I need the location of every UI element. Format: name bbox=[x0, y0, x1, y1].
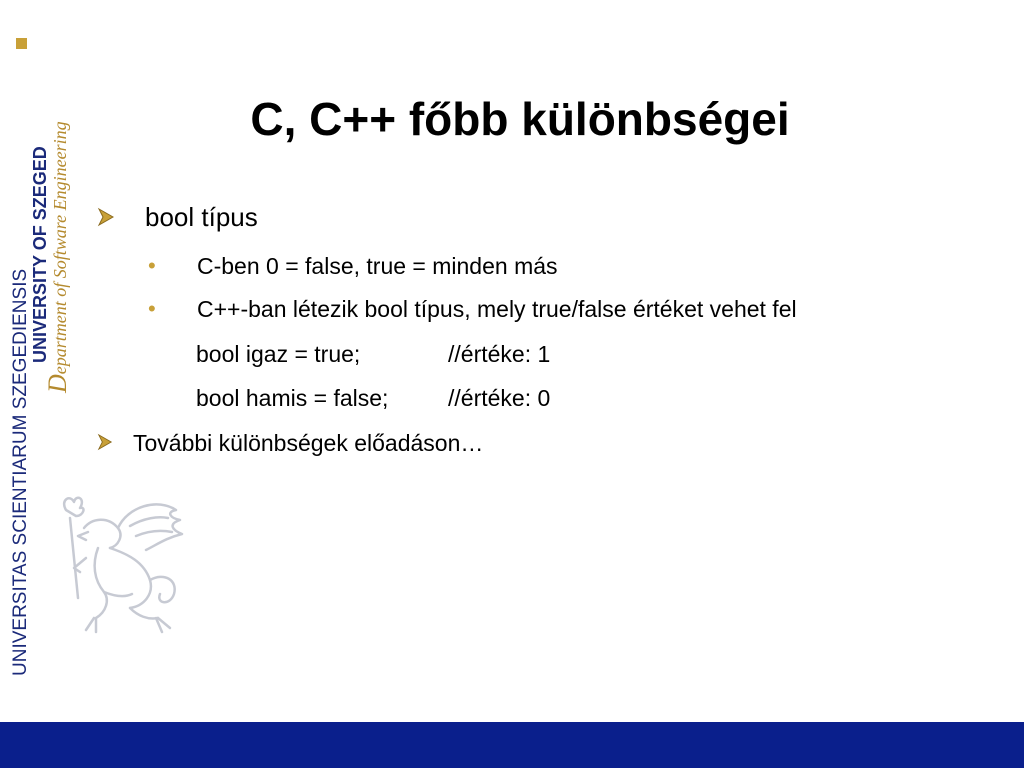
dot-bullet: • bbox=[148, 296, 156, 321]
sub-bullet-2-text: C++-ban létezik bool típus, mely true/false értéket vehet fel bbox=[197, 296, 797, 322]
arrow-bullet-icon bbox=[97, 207, 115, 227]
latin-university-name: UNIVERSITAS SCIENTIARUM SZEGEDIENSIS bbox=[10, 268, 31, 676]
code-line-1: bool igaz = true; bbox=[196, 341, 361, 367]
code-comment-2: //értéke: 0 bbox=[448, 385, 551, 411]
department-name bbox=[45, 121, 71, 393]
footer-bar bbox=[0, 722, 1024, 768]
griffin-emblem-icon bbox=[48, 488, 198, 638]
dot-bullet: • bbox=[148, 253, 156, 278]
sub-bullet-1-text: C-ben 0 = false, true = minden más bbox=[197, 253, 558, 279]
code-line-2: bool hamis = false; bbox=[196, 385, 389, 411]
code-comment-1: //értéke: 1 bbox=[448, 341, 551, 367]
bullet-1-text: bool típus bbox=[145, 202, 258, 232]
department-rest: epartment of Software Engineering bbox=[50, 121, 70, 375]
gold-square-mark bbox=[16, 38, 27, 49]
bullet-2-text: További különbségek előadáson… bbox=[133, 430, 484, 456]
slide-title: C, C++ főbb különbségei bbox=[250, 93, 790, 145]
university-name: UNIVERSITY OF SZEGED bbox=[30, 146, 50, 363]
arrow-bullet-icon bbox=[97, 433, 113, 451]
department-initial: D bbox=[43, 374, 72, 393]
